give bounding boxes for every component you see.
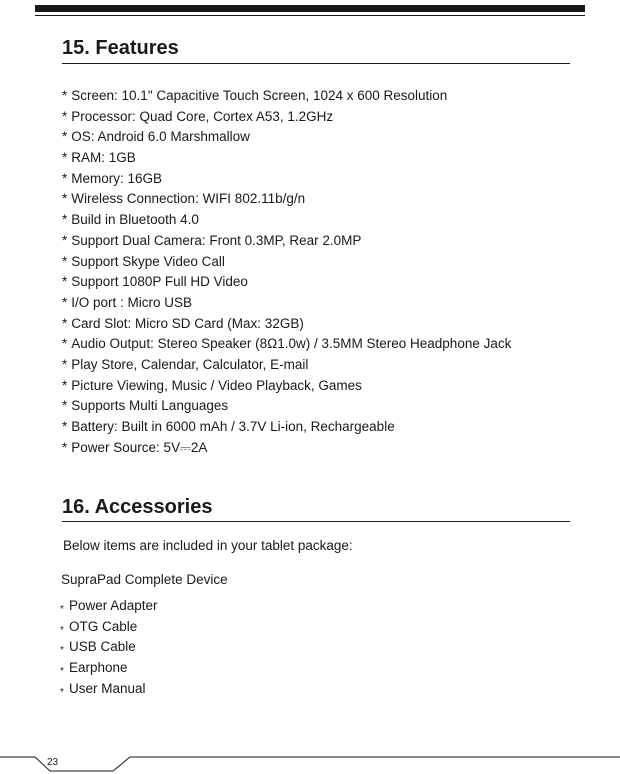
accessories-intro: Below items are included in your tablet package: bbox=[63, 538, 353, 553]
page-number: 23 bbox=[47, 757, 59, 768]
bullet-star: * bbox=[62, 315, 68, 331]
feature-text: Support Skype Video Call bbox=[71, 253, 225, 269]
bullet-star: * bbox=[62, 253, 68, 269]
bullet-star: * bbox=[60, 666, 64, 678]
bullet-star: * bbox=[62, 129, 68, 145]
device-name: SupraPad Complete Device bbox=[61, 572, 228, 587]
bullet-star: * bbox=[62, 356, 68, 372]
accessory-text: Power Adapter bbox=[69, 598, 158, 613]
bullet-star: * bbox=[62, 336, 68, 352]
bullet-star: * bbox=[62, 108, 68, 124]
bullet-star: * bbox=[62, 419, 68, 434]
features-heading: 15. Features bbox=[62, 37, 179, 59]
bullet-star: * bbox=[62, 212, 68, 228]
feature-text: RAM: 1GB bbox=[71, 150, 136, 166]
bullet-star: * bbox=[60, 624, 64, 636]
bullet-star: * bbox=[60, 645, 64, 657]
bullet-star: * bbox=[62, 191, 68, 207]
bullet-star: * bbox=[62, 294, 68, 310]
bullet-star: * bbox=[62, 274, 68, 290]
accessory-text: Earphone bbox=[69, 660, 128, 676]
bullet-star: * bbox=[62, 88, 68, 103]
accessory-text: OTG Cable bbox=[69, 618, 138, 634]
feature-text: Processor: Quad Core, Cortex A53, 1.2GHz bbox=[71, 108, 334, 124]
bullet-star: * bbox=[62, 377, 68, 393]
bullet-star: * bbox=[62, 439, 68, 455]
feature-text: Memory: 16GB bbox=[71, 170, 163, 186]
bullet-star: * bbox=[62, 398, 68, 414]
feature-text: Picture Viewing, Music / Video Playback, Games bbox=[71, 377, 362, 393]
bullet-star: * bbox=[62, 232, 68, 248]
feature-text: Play Store, Calendar, Calculator, E-mail bbox=[71, 356, 309, 372]
bullet-star: * bbox=[60, 604, 64, 615]
feature-text: Supports Multi Languages bbox=[71, 398, 229, 414]
bullet-star: * bbox=[62, 170, 68, 186]
feature-text: Support 1080P Full HD Video bbox=[71, 274, 248, 290]
feature-text: Wireless Connection: WIFI 802.11b/g/n bbox=[71, 191, 306, 207]
feature-text: Support Dual Camera: Front 0.3MP, Rear 2.0MP bbox=[71, 232, 362, 248]
accessories-heading: 16. Accessories bbox=[62, 496, 213, 518]
feature-text: OS: Android 6.0 Marshmallow bbox=[71, 129, 250, 145]
feature-text: Battery: Built in 6000 mAh / 3.7V Li-ion, Rechargeable bbox=[71, 419, 395, 434]
bullet-star: * bbox=[60, 686, 64, 698]
feature-text: Card Slot: Micro SD Card (Max: 32GB) bbox=[71, 315, 304, 331]
feature-text: Build in Bluetooth 4.0 bbox=[71, 212, 199, 228]
feature-text: Screen: 10.1" Capacitive Touch Screen, 1024 x 600 Resolution bbox=[71, 88, 448, 103]
feature-text: Audio Output: Stereo Speaker (8Ω1.0w) / 3.5MM Stereo Headphone Jack bbox=[71, 336, 512, 352]
feature-text: Power Source: 5V⎓2A bbox=[71, 439, 208, 455]
bullet-star: * bbox=[62, 150, 68, 166]
accessory-text: User Manual bbox=[69, 680, 146, 696]
accessory-text: USB Cable bbox=[69, 639, 136, 655]
feature-text: I/O port : Micro USB bbox=[71, 294, 193, 310]
